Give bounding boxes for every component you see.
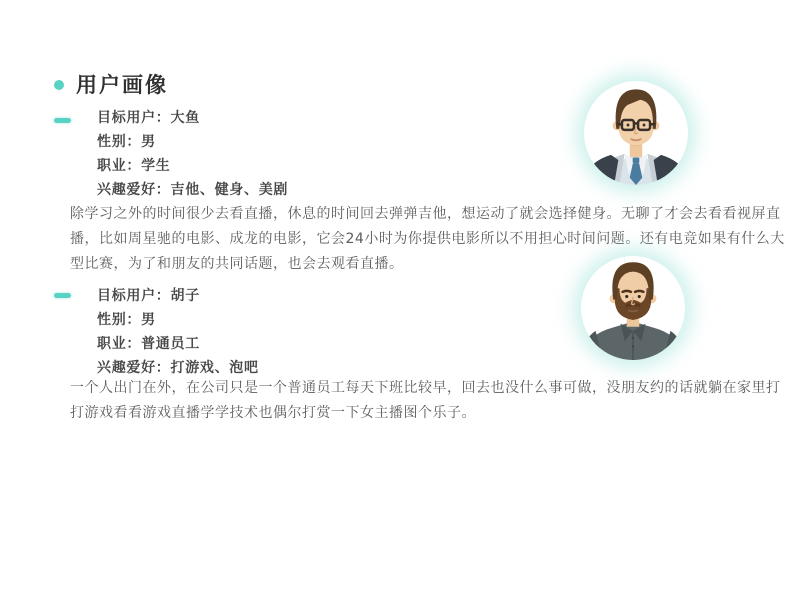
attribute-value: 学生 [141,158,171,174]
attribute-line [97,332,259,356]
persona-1-description: 除学习之外的时间很少去看直播，休息的时间回去弹弹吉他，想运动了就会选择健身。无聊了才会去看看视屏直播，比如周星驰的电影、成龙的电影，它会24小时为你提供电影所以不用担心时间问题。还有电竞如果有什么大型比赛，为了和朋友的共同话题，也会去观看直播。 [70,206,785,272]
attribute-line [97,130,288,154]
male-student-glasses-avatar-icon [584,81,688,185]
persona-1-attributes [97,106,288,202]
attribute-label: 目标用户： [97,288,171,304]
page-title: 用户画像 [76,73,168,97]
attribute-value: 胡子 [170,288,200,304]
attribute-line [97,284,259,308]
attribute-value: 男 [141,134,156,150]
attribute-label: 职业： [97,336,142,352]
teal-dash-icon [54,118,71,123]
male-bearded-employee-avatar-icon [581,256,685,360]
attribute-line [97,178,288,202]
attribute-value: 普通员工 [141,336,200,352]
attribute-line [97,154,288,178]
persona-2-attributes [97,284,259,380]
teal-dash-icon [54,293,71,298]
attribute-label: 兴趣爱好： [97,360,171,376]
attribute-label: 性别： [97,134,142,150]
attribute-value: 打游戏、泡吧 [170,360,259,376]
attribute-label: 兴趣爱好： [97,182,171,198]
attribute-value: 大鱼 [170,110,200,126]
persona-2-avatar [581,256,685,360]
section-title-row [54,73,168,97]
persona-2-description: 一个人出门在外，在公司只是一个普通员工每天下班比较早，回去也没什么事可做，没朋友约的话就躺在家里打打游戏看看游戏直播学学技术也偶尔打赏一下女主播图个乐子。 [70,380,781,421]
attribute-value: 男 [141,312,156,328]
attribute-line [97,106,288,130]
attribute-label: 目标用户： [97,110,171,126]
attribute-label: 职业： [97,158,142,174]
teal-dot-icon [54,80,64,90]
attribute-value: 吉他、健身、美剧 [170,182,289,198]
attribute-label: 性别： [97,312,142,328]
attribute-line [97,308,259,332]
persona-1-avatar [584,81,688,185]
